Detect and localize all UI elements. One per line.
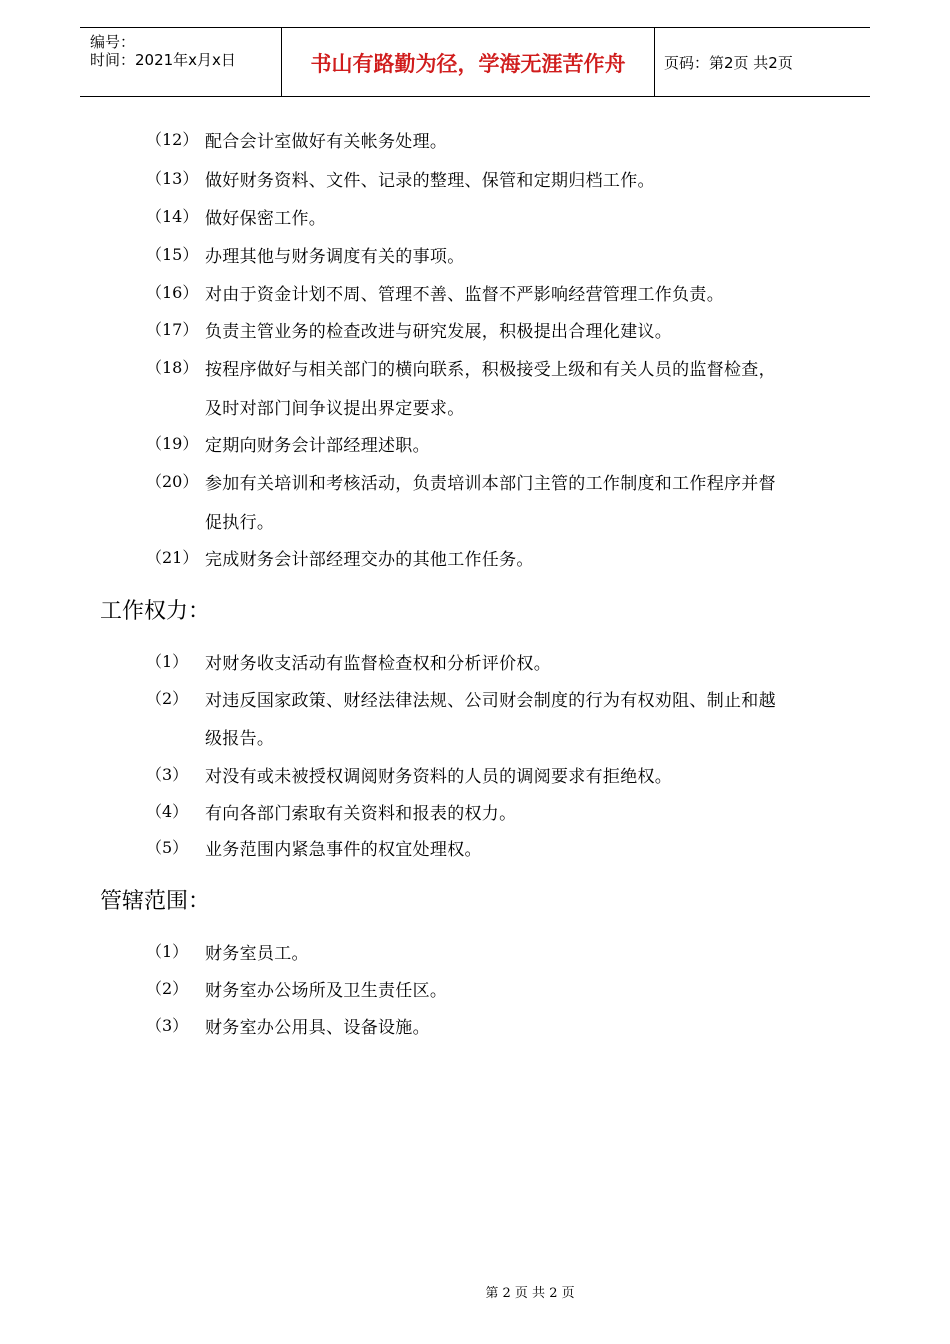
duty-number: （12） (146, 130, 199, 149)
duty-number: （21） (146, 548, 199, 567)
authority-number: （2） (146, 689, 189, 708)
header-right-cell (655, 28, 870, 96)
duty-text: 按程序做好与相关部门的横向联系，积极接受上级和有关人员的监督检查， (205, 360, 776, 380)
authority-text: 业务范围内紧急事件的权宜处理权。 (205, 840, 482, 860)
section-heading-authority: 工作权力： (100, 599, 211, 624)
scope-text: 财务室办公场所及卫生责任区。 (205, 981, 448, 1001)
duty-number: （13） (146, 169, 199, 188)
duty-number: （15） (146, 245, 199, 264)
duty-text-continued: 及时对部门间争议提出界定要求。 (205, 399, 465, 419)
authority-text: 对财务收支活动有监督检查权和分析评价权。 (205, 654, 551, 674)
duty-text: 完成财务会计部经理交办的其他工作任务。 (205, 550, 534, 570)
page-header (80, 27, 870, 97)
header-motto-cell (282, 28, 655, 96)
header-motto: 书山有路勤为径，学海无涯苦作舟 (310, 52, 626, 76)
duty-number: （20） (146, 472, 199, 491)
scope-number: （2） (146, 979, 189, 998)
duty-text: 办理其他与财务调度有关的事项。 (205, 247, 465, 267)
authority-number: （4） (146, 802, 189, 821)
duty-text: 负责主管业务的检查改进与研究发展，积极提出合理化建议。 (205, 322, 673, 342)
authority-number: （5） (146, 838, 189, 857)
header-left-cell (80, 28, 282, 96)
authority-text-continued: 级报告。 (205, 729, 275, 749)
duty-text: 做好保密工作。 (205, 209, 327, 229)
authority-text: 对违反国家政策、财经法律法规、公司财会制度的行为有权劝阻、制止和越 (205, 691, 776, 711)
duty-text-continued: 促执行。 (205, 513, 275, 533)
authority-text: 有向各部门索取有关资料和报表的权力。 (205, 804, 517, 824)
duty-number: （17） (146, 320, 199, 339)
duty-text: 对由于资金计划不周、管理不善、监督不严影响经营管理工作负责。 (205, 285, 724, 305)
scope-number: （1） (146, 942, 189, 961)
authority-text: 对没有或未被授权调阅财务资料的人员的调阅要求有拒绝权。 (205, 767, 673, 787)
header-page-info: 页码：第2页 共2页 (664, 54, 793, 72)
scope-number: （3） (146, 1016, 189, 1035)
duty-text: 定期向财务会计部经理述职。 (205, 436, 430, 456)
duty-text: 参加有关培训和考核活动，负责培训本部门主管的工作制度和工作程序并督 (205, 474, 776, 494)
duty-number: （16） (146, 283, 199, 302)
duty-text: 配合会计室做好有关帐务处理。 (205, 132, 448, 152)
duty-text: 做好财务资料、文件、记录的整理、保管和定期归档工作。 (205, 171, 655, 191)
duty-number: （14） (146, 207, 199, 226)
document-number-label: 编号： (90, 33, 136, 51)
section-heading-scope: 管辖范围： (100, 889, 211, 914)
duty-number: （18） (146, 358, 199, 377)
page-footer: 第 2 页 共 2 页 (485, 1286, 575, 1301)
authority-number: （1） (146, 652, 189, 671)
authority-number: （3） (146, 765, 189, 784)
scope-text: 财务室办公用具、设备设施。 (205, 1018, 430, 1038)
document-time-label: 时间：2021年x月x日 (90, 51, 236, 69)
scope-text: 财务室员工。 (205, 944, 309, 964)
duty-number: （19） (146, 434, 199, 453)
